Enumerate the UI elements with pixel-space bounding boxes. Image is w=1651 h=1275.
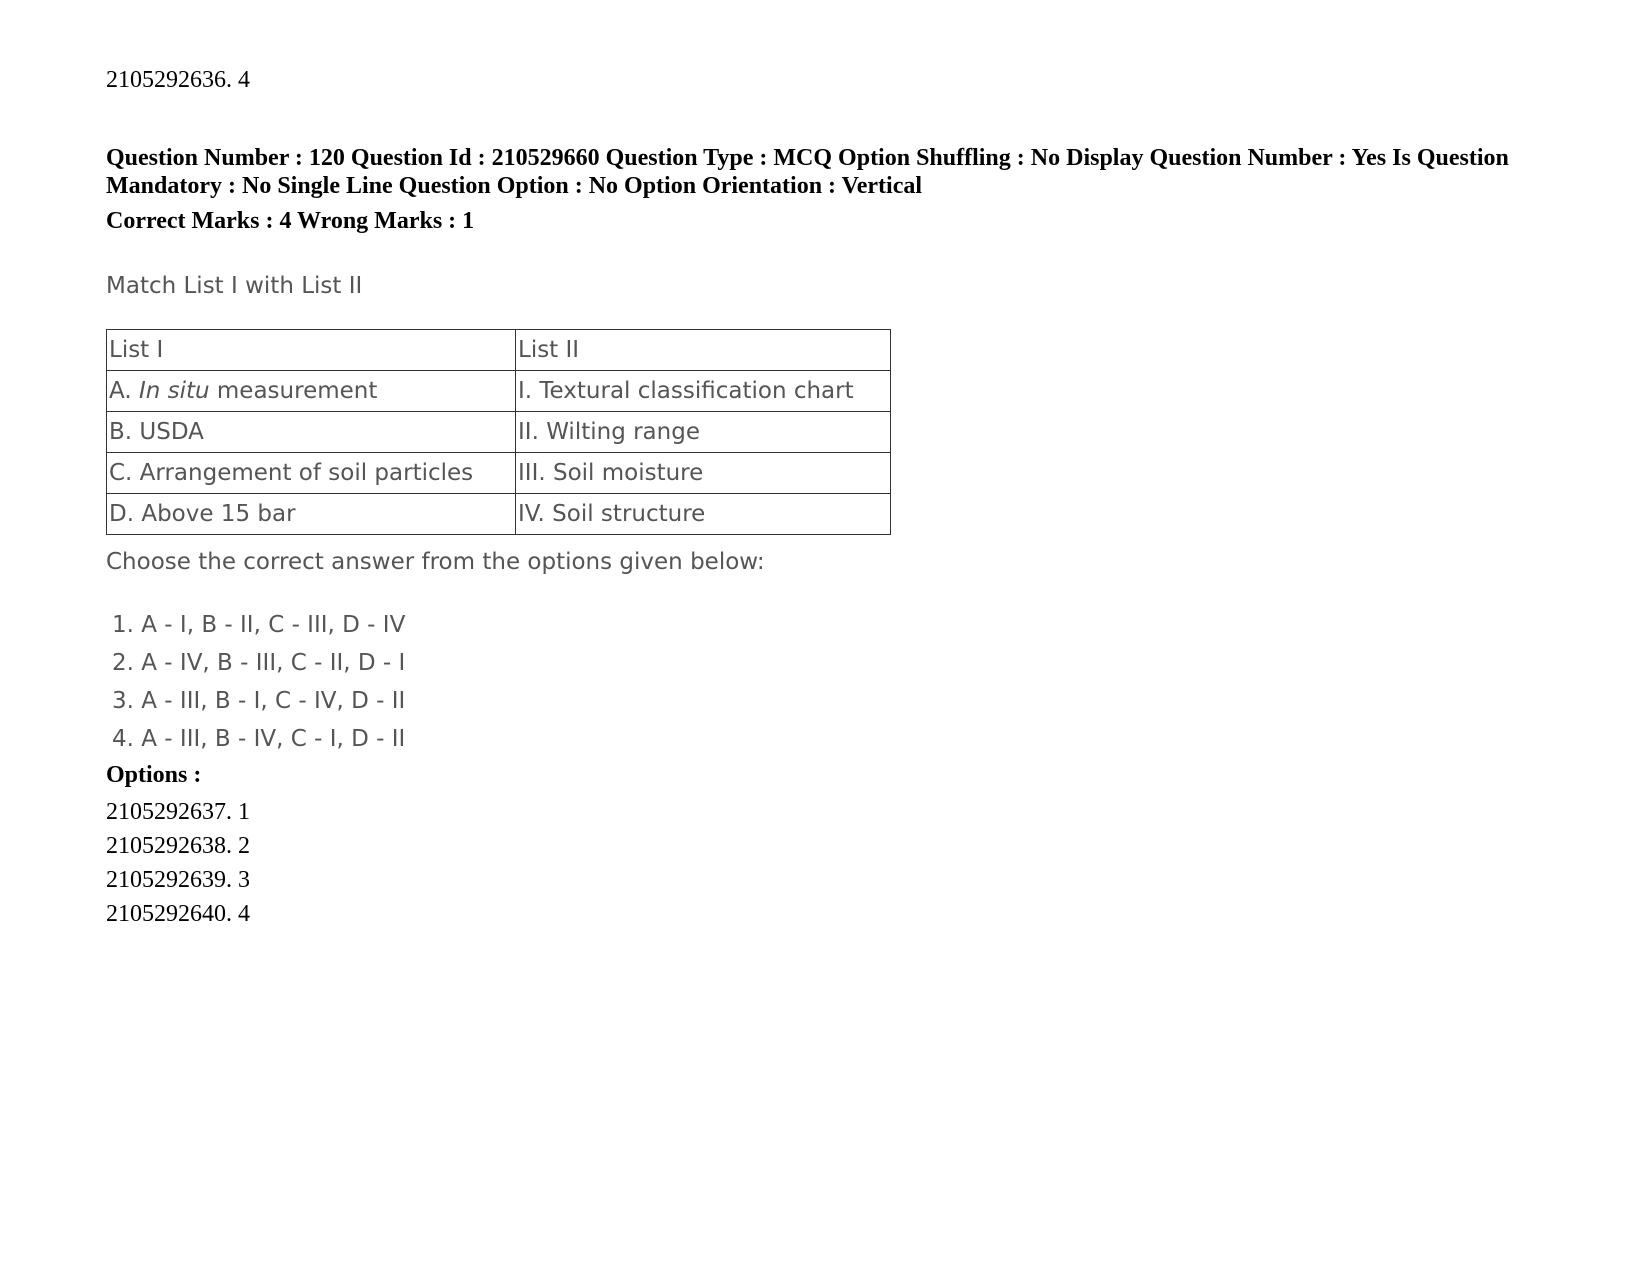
answer-choice: 1. A - I, B - II, C - III, D - IV [112, 612, 406, 638]
table-row [107, 412, 891, 453]
option-id-item: 2105292639. 3 [106, 867, 250, 893]
table-cell-list-1: B. USDA [107, 412, 516, 453]
table-header-list-1: List I [107, 330, 516, 371]
question-instruction: Choose the correct answer from the options given below: [106, 549, 765, 575]
previous-option-line: 2105292636. 4 [106, 67, 250, 93]
table-cell-list-2: IV. Soil structure [516, 494, 891, 535]
question-intro: Match List I with List II [106, 273, 363, 299]
table-cell-list-2: II. Wilting range [516, 412, 891, 453]
table-cell-list-1: C. Arrangement of soil particles [107, 453, 516, 494]
cell-suffix: measurement [209, 378, 378, 404]
option-id-list [106, 795, 250, 931]
options-heading: Options : [106, 762, 202, 788]
table-header-row [107, 330, 891, 371]
option-id-item: 2105292637. 1 [106, 799, 250, 825]
answer-choice: 3. A - III, B - I, C - IV, D - II [112, 688, 406, 714]
table-cell-list-1: D. Above 15 bar [107, 494, 516, 535]
option-id-item: 2105292640. 4 [106, 901, 250, 927]
marks-line: Correct Marks : 4 Wrong Marks : 1 [106, 208, 475, 234]
option-id-item: 2105292638. 2 [106, 833, 250, 859]
cell-italic-term: In situ [138, 378, 210, 404]
match-table [106, 329, 891, 535]
table-header-list-2: List II [516, 330, 891, 371]
table-cell-list-2: I. Textural classification chart [516, 371, 891, 412]
cell-prefix: A. [109, 378, 139, 404]
table-cell-list-1 [107, 371, 516, 412]
question-metadata: Question Number : 120 Question Id : 210529660 Question Type : MCQ Option Shuffling : No Display Question Number : Yes Is Question Mandatory : No Single Line Question Option : No Option Orientation : Vertical [106, 145, 1509, 199]
table-row [107, 494, 891, 535]
answer-choice: 2. A - IV, B - III, C - II, D - I [112, 650, 406, 676]
answer-choice: 4. A - III, B - IV, C - I, D - II [112, 726, 406, 752]
table-row [107, 453, 891, 494]
table-row [107, 371, 891, 412]
table-cell-list-2: III. Soil moisture [516, 453, 891, 494]
answer-choices [112, 606, 405, 758]
